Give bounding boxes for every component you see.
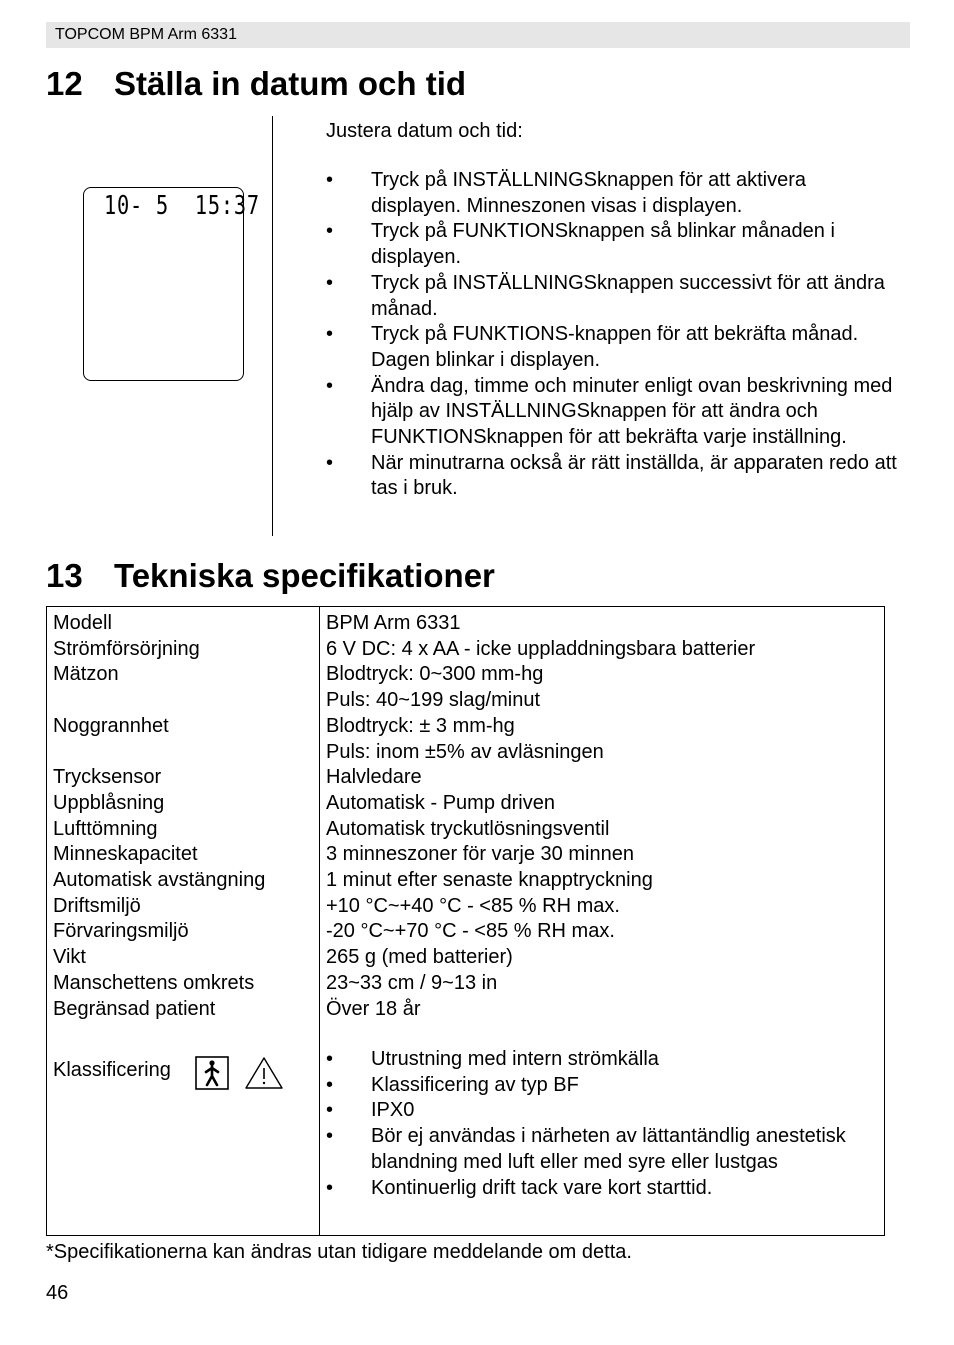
bullet: • (326, 271, 334, 294)
lcd-display-illustration (83, 187, 260, 381)
spec-label: Minneskapacitet (53, 843, 198, 866)
classification-text: Utrustning med intern strömkälla (371, 1048, 659, 1070)
spec-value: Blodtryck: ± 3 mm-hg (326, 714, 515, 737)
list-item (326, 374, 898, 451)
list-item (326, 451, 898, 502)
classification-text: IPX0 (371, 1099, 415, 1122)
spec-label: Begränsad patient (53, 997, 216, 1020)
warning-triangle-icon (246, 1058, 282, 1088)
step-text: Tryck på FUNKTIONSknappen så blinkar månaden i displayen. (371, 220, 835, 269)
list-item (326, 1176, 878, 1202)
list-item (326, 322, 898, 373)
spec-value: Puls: 40~199 slag/minut (326, 689, 541, 712)
bullet: • (326, 1125, 334, 1148)
header-bar (46, 22, 910, 48)
spec-label: Mätzon (53, 663, 119, 686)
bullet: • (326, 1099, 334, 1122)
list-item (326, 271, 898, 322)
spec-value: Puls: inom ±5% av avläsningen (326, 740, 604, 763)
type-bf-body-icon (196, 1057, 228, 1089)
spec-label: Vikt (53, 946, 86, 969)
spec-value: 23~33 cm / 9~13 in (326, 971, 498, 994)
spec-value: 1 minut efter senaste knapptryckning (326, 869, 653, 891)
section-12-steps (326, 168, 898, 502)
table-column-divider (319, 607, 320, 1235)
step-text: Tryck på INSTÄLLNINGSknappen för att aktivera displayen. Minneszonen visas i displayen. (371, 169, 806, 217)
classification-list (326, 1047, 878, 1201)
spec-value: +10 °C~+40 °C - <85 % RH max. (326, 894, 620, 917)
section-13-number: 13 (46, 557, 83, 594)
spec-label: Manschettens omkrets (53, 971, 255, 994)
classification-label: Klassificering (53, 1059, 171, 1081)
spec-label: Lufttömning (53, 817, 158, 840)
step-text: Tryck på INSTÄLLNINGSknappen successivt för att ändra månad. (371, 271, 885, 320)
section-13-heading (46, 556, 495, 596)
bullet: • (326, 1176, 334, 1199)
step-text: Ändra dag, timme och minuter enligt ovan beskrivning med hjälp av INSTÄLLNINGSknappen för att ändra och FUNKTIONSknappen för att bekräfta varje inställning. (371, 374, 893, 449)
spec-value: Automatisk tryckutlösningsventil (326, 817, 610, 840)
spec-value: Halvledare (326, 766, 422, 789)
spec-value: 6 V DC: 4 x AA - icke uppladdningsbara batterier (326, 637, 756, 660)
list-item (326, 1124, 878, 1175)
lcd-display-text: 10- 5 15:37 (104, 191, 260, 221)
section-12-intro: Justera datum och tid: (326, 120, 523, 142)
bullet: • (326, 374, 334, 397)
list-item (326, 168, 898, 219)
spec-value: 265 g (med batterier) (326, 946, 513, 969)
spec-label: Driftsmiljö (53, 894, 141, 917)
header-product: TOPCOM BPM Arm 6331 (55, 26, 237, 43)
bullet: • (326, 323, 334, 346)
divider-line (272, 116, 273, 536)
spec-value: -20 °C~+70 °C - <85 % RH max. (326, 920, 615, 943)
spec-label: Automatisk avstängning (53, 869, 266, 891)
bullet: • (326, 1048, 334, 1070)
list-item (326, 1073, 878, 1099)
classification-text: Kontinuerlig drift tack vare kort starttid. (371, 1176, 713, 1199)
spec-label: Uppblåsning (53, 791, 165, 814)
bullet: • (326, 169, 334, 191)
list-item (326, 1098, 878, 1124)
step-text: Tryck på FUNKTIONS-knappen för att bekräfta månad. Dagen blinkar i displayen. (371, 323, 859, 371)
bullet: • (326, 220, 334, 243)
list-item (326, 219, 898, 270)
footnote: *Specifikationerna kan ändras utan tidigare meddelande om detta. (46, 1241, 632, 1263)
section-12-title: Ställa in datum och tid (114, 65, 467, 102)
spec-value: Över 18 år (326, 997, 421, 1020)
step-text: När minutrarna också är rätt inställda, är apparaten redo att tas i bruk. (371, 451, 897, 500)
classification-text: Klassificering av typ BF (371, 1073, 579, 1096)
spec-label: Förvaringsmiljö (53, 920, 189, 943)
section-12-heading (46, 64, 466, 104)
spec-label: Strömförsörjning (53, 637, 200, 660)
classification-text: Bör ej användas i närheten av lättantändlig anestetisk blandning med luft eller med syre eller lustgas (371, 1125, 846, 1173)
spec-value: 3 minneszoner för varje 30 minnen (326, 843, 634, 866)
bullet: • (326, 451, 334, 474)
page-number: 46 (46, 1282, 69, 1304)
spec-label: Noggrannhet (53, 714, 169, 737)
section-12-number: 12 (46, 65, 83, 102)
spec-value: BPM Arm 6331 (326, 612, 461, 634)
spec-value: Blodtryck: 0~300 mm-hg (326, 663, 544, 686)
classification-icons (195, 1055, 285, 1096)
list-item (326, 1047, 878, 1073)
bullet: • (326, 1073, 334, 1096)
spec-table (46, 606, 885, 1236)
spec-label: Trycksensor (53, 766, 162, 789)
section-13-title: Tekniska specifikationer (114, 557, 495, 594)
classification-symbols (195, 1055, 285, 1091)
spec-value: Automatisk - Pump driven (326, 791, 555, 814)
spec-label: Modell (53, 612, 112, 634)
